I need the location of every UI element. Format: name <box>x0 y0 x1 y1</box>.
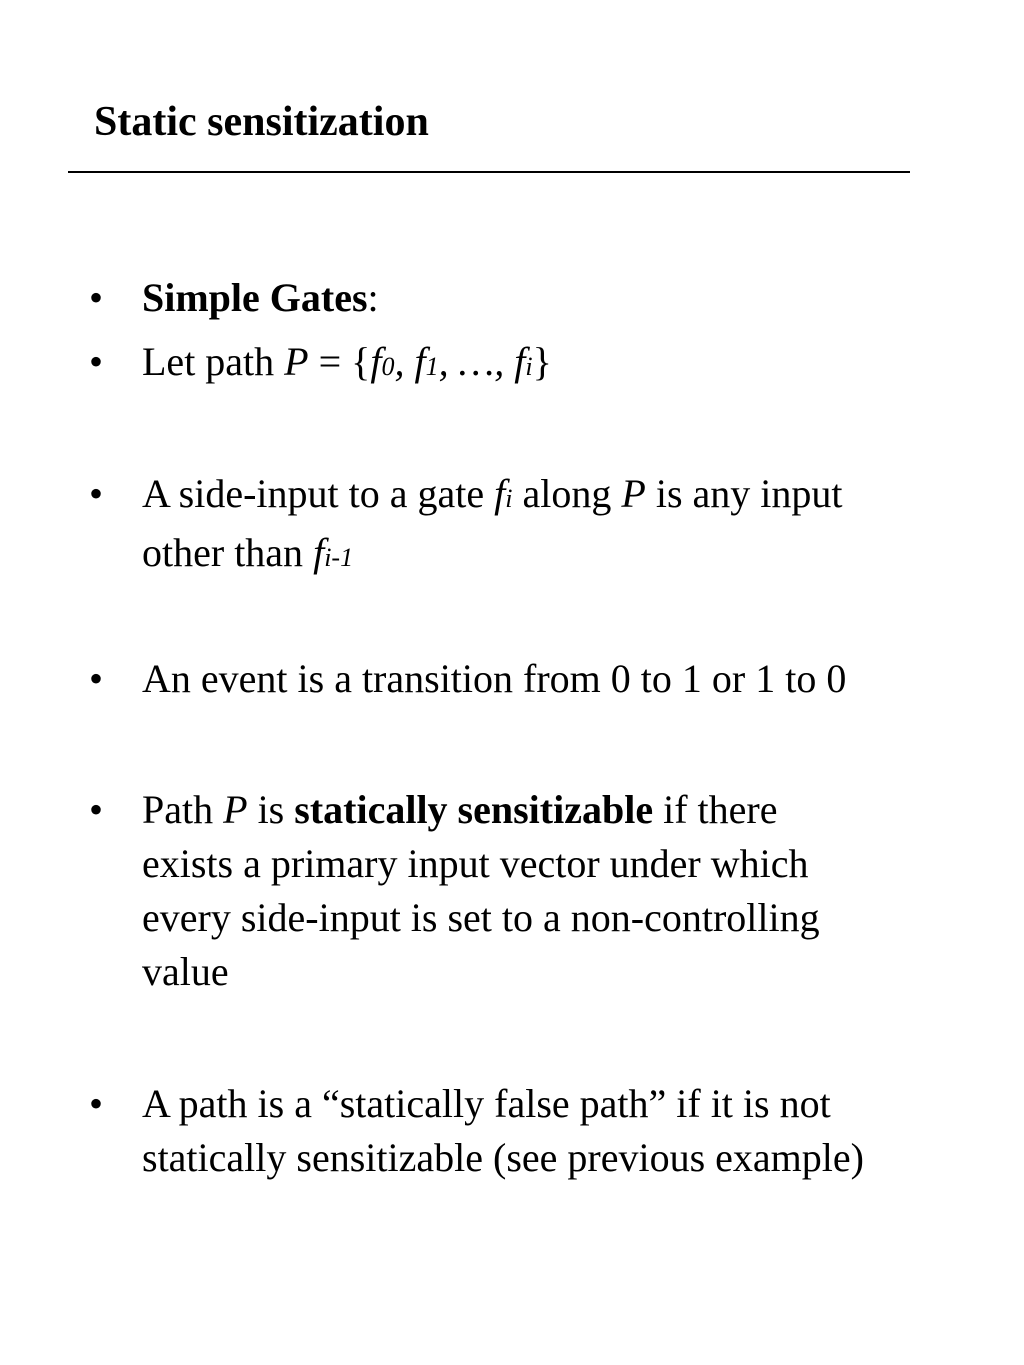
bullet-dot: • <box>89 275 104 320</box>
title-divider <box>68 171 910 173</box>
text: every side-input is set to a non-controlling <box>142 895 820 940</box>
bullet-dot: • <box>89 787 104 832</box>
bullet-dot: • <box>89 339 104 384</box>
var-p: P <box>621 471 646 516</box>
var-p: P <box>223 787 248 832</box>
bullet-simple-gates <box>89 271 979 325</box>
bullet-text <box>142 1077 979 1185</box>
bullet-side-input <box>89 467 979 585</box>
text: statically sensitizable (see previous example) <box>142 1135 864 1180</box>
text: value <box>142 949 229 994</box>
text: A path is a “statically false path” if it is not <box>142 1081 831 1126</box>
var-p: P <box>284 339 309 384</box>
text: if there <box>653 787 778 832</box>
var-f: f <box>414 339 426 384</box>
slide-title: Static sensitization <box>94 99 429 145</box>
text: } <box>532 339 552 384</box>
bullet-event <box>89 652 979 706</box>
subscript: 0 <box>381 352 395 381</box>
bullet-text <box>142 783 979 999</box>
sep: , <box>394 339 415 384</box>
bold-label: Simple Gates <box>142 275 368 320</box>
bold-term: statically sensitizable <box>294 787 654 832</box>
subscript: 1 <box>425 352 439 381</box>
bullet-statically-sensitizable <box>89 783 979 999</box>
text: exists a primary input vector under which <box>142 841 809 886</box>
bullet-dot: • <box>89 471 104 516</box>
text: A side-input to a gate <box>142 471 495 516</box>
text: Let path <box>142 339 285 384</box>
text: = { <box>308 339 371 384</box>
bullet-text <box>142 467 979 585</box>
text: is any input <box>645 471 843 516</box>
bullet-text <box>142 335 979 394</box>
bullet-dot: • <box>89 1081 104 1126</box>
bullet-text: An event is a transition from 0 to 1 or 1 to 0 <box>142 656 847 701</box>
var-f: f <box>313 530 325 575</box>
colon: : <box>367 275 379 320</box>
var-f: f <box>370 339 382 384</box>
subscript: i-1 <box>324 543 354 572</box>
var-f: f <box>514 339 526 384</box>
text: along <box>512 471 622 516</box>
bullet-text <box>142 271 979 325</box>
subscript: i <box>505 484 513 513</box>
ellipsis: , …, <box>438 339 515 384</box>
text: Path <box>142 787 224 832</box>
var-f: f <box>494 471 506 516</box>
bullet-dot: • <box>89 656 104 701</box>
text: is <box>247 787 295 832</box>
bullet-false-path <box>89 1077 979 1185</box>
subscript: i <box>525 352 533 381</box>
bullet-path-definition <box>89 335 979 394</box>
text: other than <box>142 530 314 575</box>
